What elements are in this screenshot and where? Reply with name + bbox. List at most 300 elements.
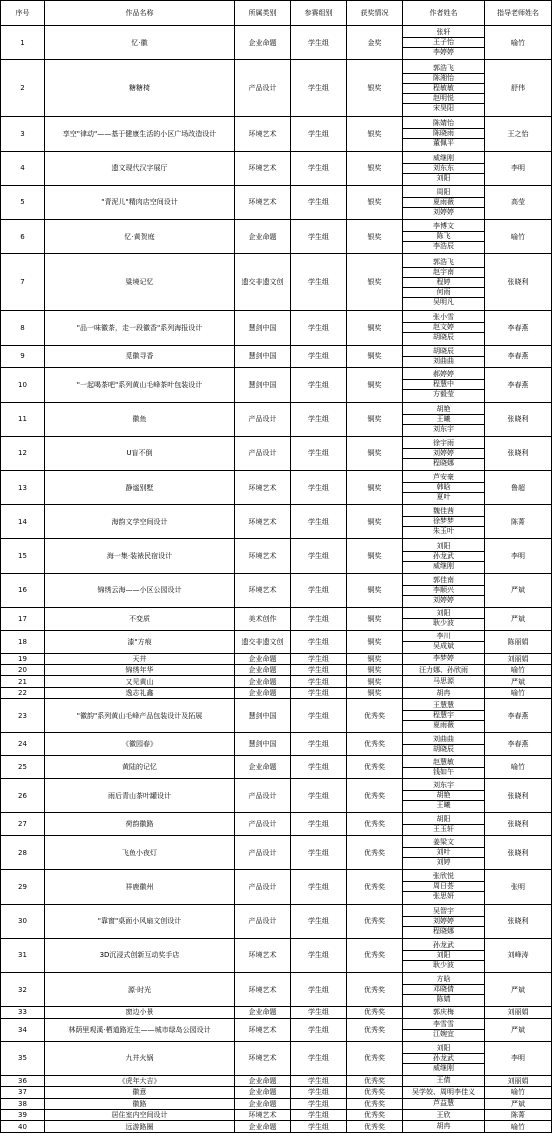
author-names xyxy=(403,779,485,813)
entry-group: 学生组 xyxy=(291,345,347,368)
work-title: 漆"方痕 xyxy=(45,630,235,653)
work-title: 锦绣年华 xyxy=(45,664,235,675)
work-category: 环境艺术 xyxy=(235,505,291,539)
advisor-name: 严斌 xyxy=(485,1098,552,1109)
work-category: 产品设计 xyxy=(235,402,291,436)
table-row xyxy=(1,1121,552,1133)
author-name: 胡艳 xyxy=(403,790,484,800)
work-category: 企业命题 xyxy=(235,653,291,664)
entry-group: 学生组 xyxy=(291,402,347,436)
work-category: 美术创作 xyxy=(235,607,291,630)
entry-group: 学生组 xyxy=(291,756,347,779)
row-number: 27 xyxy=(1,813,45,836)
advisor-name: 舒伟 xyxy=(485,60,552,117)
work-category: 产品设计 xyxy=(235,436,291,470)
header-category: 所属类别 xyxy=(235,1,291,26)
table-header xyxy=(1,1,552,26)
work-category: 企业命题 xyxy=(235,687,291,698)
author-name: 胡晓辰 xyxy=(433,346,454,355)
award-level: 铜奖 xyxy=(347,345,403,368)
award-level: 优秀奖 xyxy=(347,904,403,938)
author-name: 徐梦梦 xyxy=(403,516,484,526)
award-level: 铜奖 xyxy=(347,630,403,653)
award-level: 优秀奖 xyxy=(347,779,403,813)
author-names xyxy=(403,436,485,470)
author-name: 陈婧怡 xyxy=(433,119,454,128)
row-number: 37 xyxy=(1,1087,45,1098)
advisor-name: 李明 xyxy=(485,1041,552,1075)
work-title: 飞鱼小夜灯 xyxy=(45,836,235,870)
entry-group: 学生组 xyxy=(291,836,347,870)
author-name: 李雪雪 xyxy=(433,1020,454,1029)
header-title: 作品名称 xyxy=(45,1,235,26)
award-level: 优秀奖 xyxy=(347,699,403,733)
work-category: 遗交非遗文创 xyxy=(235,254,291,311)
advisor-name: 李春燕 xyxy=(485,345,552,368)
table-row xyxy=(1,185,552,219)
award-level: 优秀奖 xyxy=(347,870,403,904)
header-no: 序号 xyxy=(1,1,45,26)
header-authors: 作者姓名 xyxy=(403,1,485,26)
author-name: 刘阳 xyxy=(436,1043,451,1052)
advisor-name: 张晓利 xyxy=(485,904,552,938)
row-number: 24 xyxy=(1,733,45,756)
advisor-name: 李明 xyxy=(485,151,552,185)
entry-group: 学生组 xyxy=(291,573,347,607)
author-name: 郭浩飞 xyxy=(433,63,454,72)
advisor-name: 高莹 xyxy=(485,185,552,219)
entry-group: 学生组 xyxy=(291,607,347,630)
table-row xyxy=(1,904,552,938)
work-title: "徽韵"系列黄山毛峰产品包装设计及拓展 xyxy=(45,699,235,733)
work-category: 企业命题 xyxy=(235,1007,291,1018)
work-title: "靠窗"桌面小风扇文创设计 xyxy=(45,904,235,938)
author-name: 李梦婷 xyxy=(433,654,454,663)
entry-group: 学生组 xyxy=(291,664,347,675)
table-row xyxy=(1,117,552,151)
award-level: 银奖 xyxy=(347,60,403,117)
table-row xyxy=(1,573,552,607)
work-category: 环境艺术 xyxy=(235,151,291,185)
author-name: 王欣 xyxy=(436,1110,451,1119)
advisor-name: 鲁超 xyxy=(485,471,552,505)
advisor-name: 李春燕 xyxy=(485,368,552,402)
advisor-name: 陈丽娟 xyxy=(485,630,552,653)
row-number: 35 xyxy=(1,1041,45,1075)
work-title: 《虎年大吉》 xyxy=(45,1075,235,1086)
row-number: 17 xyxy=(1,607,45,630)
advisor-name: 张晓利 xyxy=(485,779,552,813)
row-number: 25 xyxy=(1,756,45,779)
table-row xyxy=(1,630,552,653)
table-row xyxy=(1,311,552,345)
work-category: 企业命题 xyxy=(235,756,291,779)
table-row xyxy=(1,26,552,60)
entry-group: 学生组 xyxy=(291,938,347,972)
work-category: 企业命题 xyxy=(235,676,291,687)
award-level: 铜奖 xyxy=(347,368,403,402)
author-name: 张轩 xyxy=(436,28,451,37)
author-name: 张欣悦 xyxy=(433,872,454,881)
author-names xyxy=(403,345,485,368)
author-name: 赵宇南 xyxy=(403,267,484,277)
row-number: 9 xyxy=(1,345,45,368)
advisor-name: 喻竹 xyxy=(485,26,552,60)
table-row xyxy=(1,938,552,972)
row-number: 26 xyxy=(1,779,45,813)
author-names xyxy=(403,573,485,607)
work-title: 源·时光 xyxy=(45,973,235,1007)
entry-group: 学生组 xyxy=(291,1121,347,1133)
award-level: 铜奖 xyxy=(347,505,403,539)
author-name: 刘曲曲 xyxy=(403,356,484,366)
author-name: 吴明凡 xyxy=(403,297,484,307)
table-row xyxy=(1,607,552,630)
advisor-name: 刘峰涛 xyxy=(485,938,552,972)
work-category: 企业命题 xyxy=(235,664,291,675)
table-row xyxy=(1,1109,552,1120)
award-level: 优秀奖 xyxy=(347,836,403,870)
advisor-name: 王之怡 xyxy=(485,117,552,151)
row-number: 10 xyxy=(1,368,45,402)
author-names xyxy=(403,505,485,539)
author-name: 周阳 xyxy=(436,187,451,196)
entry-group: 学生组 xyxy=(291,870,347,904)
work-title: 海一集·装裱民宿设计 xyxy=(45,539,235,573)
author-name: 陈晓雨 xyxy=(403,128,484,138)
award-level: 铜奖 xyxy=(347,311,403,345)
advisor-name: 刘丽娟 xyxy=(485,653,552,664)
entry-group: 学生组 xyxy=(291,973,347,1007)
row-number: 3 xyxy=(1,117,45,151)
author-names xyxy=(403,1087,485,1098)
author-name: 孙龙武 xyxy=(403,551,484,561)
author-name: 王倩 xyxy=(436,1076,451,1085)
author-name: 郭佳南 xyxy=(433,575,454,584)
row-number: 38 xyxy=(1,1098,45,1109)
award-level: 优秀奖 xyxy=(347,973,403,1007)
work-category: 企业命题 xyxy=(235,1087,291,1098)
author-name: 孙龙武 xyxy=(403,1053,484,1063)
work-title: 窗边小景 xyxy=(45,1007,235,1018)
work-category: 慧剑中国 xyxy=(235,311,291,345)
work-title: 徽意 xyxy=(45,1087,235,1098)
table-body xyxy=(1,26,552,1133)
work-title: 徽路 xyxy=(45,1098,235,1109)
work-title: 九井火锅 xyxy=(45,1041,235,1075)
work-title: 逸志礼鑫 xyxy=(45,687,235,698)
work-category: 环境艺术 xyxy=(235,539,291,573)
work-title: 林荫里观溪·栖道路近生——城市绿岛公园设计 xyxy=(45,1018,235,1041)
work-title: 荷韵徽路 xyxy=(45,813,235,836)
author-name: 程晓娜 xyxy=(403,458,484,468)
work-category: 慧剑中国 xyxy=(235,368,291,402)
work-category: 产品设计 xyxy=(235,779,291,813)
entry-group: 学生组 xyxy=(291,779,347,813)
work-title: 锦绣云海——小区公园设计 xyxy=(45,573,235,607)
work-category: 慧剑中国 xyxy=(235,345,291,368)
author-name: 江婉宜 xyxy=(403,1029,484,1039)
advisor-name: 喻竹 xyxy=(485,756,552,779)
row-number: 23 xyxy=(1,699,45,733)
author-names xyxy=(403,904,485,938)
advisor-name: 喻竹 xyxy=(485,664,552,675)
advisor-name: 刘丽娟 xyxy=(485,1075,552,1086)
author-name: 威继刚 xyxy=(403,561,484,571)
work-title: "一起喝茶吧"系列黄山毛峰茶叶包装设计 xyxy=(45,368,235,402)
author-name: 刘叶 xyxy=(403,847,484,857)
work-title: 忆·黄贺庭 xyxy=(45,219,235,253)
work-title: 祥鹿徽州 xyxy=(45,870,235,904)
author-name: 王玉轩 xyxy=(403,824,484,834)
work-title: 远游路圈 xyxy=(45,1121,235,1133)
author-name: 吴学姣、周明李佳义 xyxy=(412,1087,475,1096)
work-title: 遗文现代汉字展厅 xyxy=(45,151,235,185)
entry-group: 学生组 xyxy=(291,505,347,539)
award-level: 铜奖 xyxy=(347,539,403,573)
work-category: 环境艺术 xyxy=(235,1018,291,1041)
author-names xyxy=(403,1075,485,1086)
author-name: 刘阳 xyxy=(403,173,484,183)
work-category: 企业命题 xyxy=(235,219,291,253)
author-name: 刘东东 xyxy=(403,163,484,173)
award-level: 优秀奖 xyxy=(347,1109,403,1120)
award-level: 铜奖 xyxy=(347,402,403,436)
work-title: 居住室内空间设计 xyxy=(45,1109,235,1120)
table-row xyxy=(1,756,552,779)
award-level: 优秀奖 xyxy=(347,938,403,972)
work-category: 遗交非遗文创 xyxy=(235,630,291,653)
author-names xyxy=(403,254,485,311)
table-row xyxy=(1,471,552,505)
advisor-name: 喻竹 xyxy=(485,1087,552,1098)
work-title: U盲不倒 xyxy=(45,436,235,470)
award-level: 优秀奖 xyxy=(347,1007,403,1018)
advisor-name: 张明 xyxy=(485,870,552,904)
entry-group: 学生组 xyxy=(291,254,347,311)
advisor-name: 严斌 xyxy=(485,573,552,607)
entry-group: 学生组 xyxy=(291,1007,347,1018)
table-row xyxy=(1,664,552,675)
table-row xyxy=(1,219,552,253)
author-name: 邓晓倩 xyxy=(403,984,484,994)
author-names xyxy=(403,687,485,698)
row-number: 2 xyxy=(1,60,45,117)
author-name: 刘婷婷 xyxy=(403,207,484,217)
author-names xyxy=(403,311,485,345)
author-name: 耿少波 xyxy=(403,960,484,970)
row-number: 40 xyxy=(1,1121,45,1133)
author-name: 徐宇雨 xyxy=(433,438,454,447)
work-title: 粱境记忆 xyxy=(45,254,235,311)
award-level: 银奖 xyxy=(347,117,403,151)
award-level: 银奖 xyxy=(347,151,403,185)
row-number: 18 xyxy=(1,630,45,653)
author-name: 程慧中 xyxy=(403,379,484,389)
advisor-name: 刘丽娟 xyxy=(485,1007,552,1018)
entry-group: 学生组 xyxy=(291,1087,347,1098)
row-number: 20 xyxy=(1,664,45,675)
advisor-name: 张晓利 xyxy=(485,836,552,870)
author-name: 刘阳 xyxy=(403,950,484,960)
table-row xyxy=(1,254,552,311)
row-number: 14 xyxy=(1,505,45,539)
row-number: 30 xyxy=(1,904,45,938)
table-row xyxy=(1,60,552,117)
work-category: 环境艺术 xyxy=(235,117,291,151)
award-level: 银奖 xyxy=(347,254,403,311)
table-row xyxy=(1,653,552,664)
author-name: 刘婷 xyxy=(403,857,484,867)
work-title: 又见黄山 xyxy=(45,676,235,687)
entry-group: 学生组 xyxy=(291,1018,347,1041)
author-name: 马思源 xyxy=(433,677,454,686)
table-row xyxy=(1,836,552,870)
author-name: 张小雪 xyxy=(433,313,454,322)
author-name: 李婷婷 xyxy=(403,47,484,57)
work-title: 雨后青山茶叶罐设计 xyxy=(45,779,235,813)
row-number: 13 xyxy=(1,471,45,505)
author-name: 韩晗 xyxy=(403,482,484,492)
work-category: 环境艺术 xyxy=(235,973,291,1007)
work-category: 产品设计 xyxy=(235,836,291,870)
advisor-name: 严斌 xyxy=(485,676,552,687)
row-number: 31 xyxy=(1,938,45,972)
advisor-name: 张晓利 xyxy=(485,436,552,470)
row-number: 19 xyxy=(1,653,45,664)
author-name: 刘阳 xyxy=(436,609,451,618)
author-names xyxy=(403,664,485,675)
author-name: 李博文 xyxy=(433,222,454,231)
table-row xyxy=(1,973,552,1007)
entry-group: 学生组 xyxy=(291,311,347,345)
table-row xyxy=(1,402,552,436)
work-title: 黄陆的记忆 xyxy=(45,756,235,779)
row-number: 8 xyxy=(1,311,45,345)
author-names xyxy=(403,733,485,756)
award-level: 优秀奖 xyxy=(347,1041,403,1075)
author-name: 王慧慧 xyxy=(433,701,454,710)
author-names xyxy=(403,1109,485,1120)
work-category: 环境艺术 xyxy=(235,1109,291,1120)
table-row xyxy=(1,539,552,573)
author-name: 方晗 xyxy=(436,975,451,984)
award-level: 优秀奖 xyxy=(347,1018,403,1041)
entry-group: 学生组 xyxy=(291,676,347,687)
award-level: 银奖 xyxy=(347,185,403,219)
award-level: 铜奖 xyxy=(347,664,403,675)
work-category: 慧剑中国 xyxy=(235,699,291,733)
author-names xyxy=(403,699,485,733)
work-category: 环境艺术 xyxy=(235,938,291,972)
author-name: 耿少波 xyxy=(403,618,484,628)
work-category: 产品设计 xyxy=(235,870,291,904)
author-name: 汪力娜、孙欣雨 xyxy=(419,665,468,674)
author-names xyxy=(403,60,485,117)
author-names xyxy=(403,676,485,687)
author-names xyxy=(403,653,485,664)
author-name: 威继刚 xyxy=(403,1063,484,1073)
entry-group: 学生组 xyxy=(291,368,347,402)
entry-group: 学生组 xyxy=(291,471,347,505)
advisor-name: 严斌 xyxy=(485,1018,552,1041)
work-title: 静谧别墅 xyxy=(45,471,235,505)
author-name: 刘曲曲 xyxy=(433,734,454,743)
author-name: 张思妍 xyxy=(403,891,484,901)
entry-group: 学生组 xyxy=(291,733,347,756)
author-names xyxy=(403,117,485,151)
work-title: 不变质 xyxy=(45,607,235,630)
table-row xyxy=(1,505,552,539)
author-names xyxy=(403,813,485,836)
row-number: 22 xyxy=(1,687,45,698)
author-names xyxy=(403,185,485,219)
award-level: 铜奖 xyxy=(347,607,403,630)
author-name: 夏叶 xyxy=(403,492,484,502)
author-name: 魏佳茜 xyxy=(433,507,454,516)
author-name: 李川 xyxy=(436,632,451,641)
author-name: 方毅莹 xyxy=(403,389,484,399)
author-name: 程慧宇 xyxy=(403,710,484,720)
award-level: 铜奖 xyxy=(347,676,403,687)
header-group: 参赛组别 xyxy=(291,1,347,26)
author-names xyxy=(403,607,485,630)
author-name: 董佩平 xyxy=(403,138,484,148)
work-title: 徽鱼 xyxy=(45,402,235,436)
table-row xyxy=(1,870,552,904)
entry-group: 学生组 xyxy=(291,539,347,573)
author-name: 胡阳 xyxy=(436,814,451,823)
work-category: 环境艺术 xyxy=(235,573,291,607)
award-level: 优秀奖 xyxy=(347,813,403,836)
table-row xyxy=(1,676,552,687)
work-category: 产品设计 xyxy=(235,60,291,117)
work-title: 忆·徽 xyxy=(45,26,235,60)
work-title: 糖糖椅 xyxy=(45,60,235,117)
author-name: 胡冉 xyxy=(436,688,451,697)
work-title: 享空"律动"——基于健康生活的小区广场改造设计 xyxy=(45,117,235,151)
row-number: 12 xyxy=(1,436,45,470)
work-title: "青泥儿"精肉店空间设计 xyxy=(45,185,235,219)
entry-group: 学生组 xyxy=(291,699,347,733)
table-row xyxy=(1,1098,552,1109)
author-names xyxy=(403,973,485,1007)
row-number: 36 xyxy=(1,1075,45,1086)
author-name: 芦益慧 xyxy=(433,1099,454,1108)
author-name: 刘东宇 xyxy=(433,781,454,790)
author-name: 朱玉叶 xyxy=(403,526,484,536)
advisor-name: 严斌 xyxy=(485,607,552,630)
award-level: 优秀奖 xyxy=(347,1121,403,1133)
entry-group: 学生组 xyxy=(291,904,347,938)
author-name: 胡晓辰 xyxy=(403,332,484,342)
author-name: 王子怡 xyxy=(403,37,484,47)
work-category: 企业命题 xyxy=(235,26,291,60)
award-level: 优秀奖 xyxy=(347,1098,403,1109)
award-level: 铜奖 xyxy=(347,573,403,607)
row-number: 11 xyxy=(1,402,45,436)
row-number: 39 xyxy=(1,1109,45,1120)
author-name: 李顺兴 xyxy=(403,585,484,595)
table-row xyxy=(1,813,552,836)
advisor-name: 李春燕 xyxy=(485,311,552,345)
header-award: 获奖情况 xyxy=(347,1,403,26)
author-names xyxy=(403,1018,485,1041)
author-name: 李浩辰 xyxy=(403,241,484,251)
advisor-name: 张晓利 xyxy=(485,402,552,436)
entry-group: 学生组 xyxy=(291,1109,347,1120)
work-category: 环境艺术 xyxy=(235,1041,291,1075)
